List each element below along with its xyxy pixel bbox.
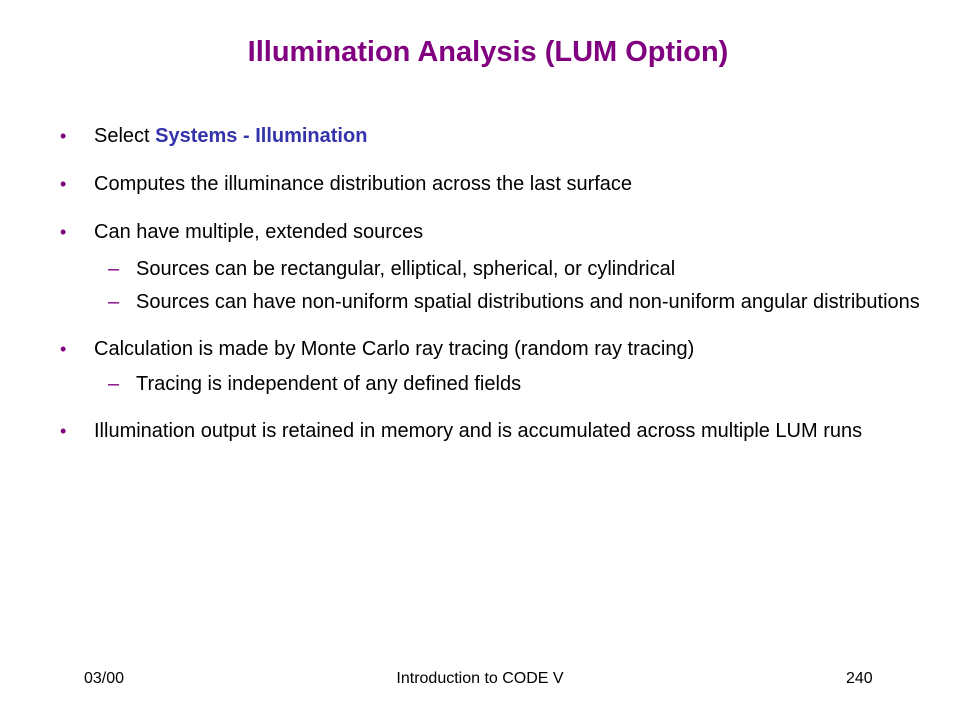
- sub-bullet-item: [60, 369, 930, 399]
- sub-bullet-text: Sources can have non-uniform spatial distributions and non-uniform angular distributions: [136, 291, 920, 313]
- sub-bullet-text: Tracing is independent of any defined fields: [136, 373, 522, 395]
- bullet-text: Calculation is made by Monte Carlo ray tracing (random ray tracing): [94, 338, 695, 360]
- bullet-item: [60, 168, 930, 200]
- bullet-item: [60, 216, 930, 248]
- sub-bullet-item: [60, 254, 930, 284]
- bullet-icon: •: [60, 339, 67, 359]
- bullet-item: [60, 120, 930, 152]
- bullet-icon: •: [60, 126, 67, 146]
- footer-page-number: 240: [846, 670, 873, 687]
- dash-icon: –: [108, 373, 120, 395]
- bullet-list: [60, 120, 930, 447]
- bullet-text: Select: [94, 125, 156, 147]
- footer-date: 03/00: [84, 670, 125, 687]
- bullet-item: [60, 333, 930, 365]
- bullet-text: Can have multiple, extended sources: [94, 221, 424, 243]
- dash-icon: –: [108, 291, 120, 313]
- bullet-icon: •: [60, 222, 67, 242]
- bullet-text: Illumination output is retained in memory and is accumulated across multiple LUM runs: [94, 420, 863, 442]
- bullet-icon: •: [60, 174, 67, 194]
- menu-path-highlight: Systems - Illumination: [155, 125, 368, 147]
- bullet-item: [60, 415, 930, 447]
- dash-icon: –: [108, 258, 120, 280]
- slide-title: Illumination Analysis (LUM Option): [247, 36, 729, 68]
- bullet-text: Computes the illuminance distribution across the last surface: [94, 173, 633, 195]
- bullet-icon: •: [60, 421, 67, 441]
- sub-bullet-item: [60, 287, 930, 317]
- footer-course-title: Introduction to CODE V: [396, 670, 564, 687]
- sub-bullet-text: Sources can be rectangular, elliptical, spherical, or cylindrical: [136, 258, 676, 280]
